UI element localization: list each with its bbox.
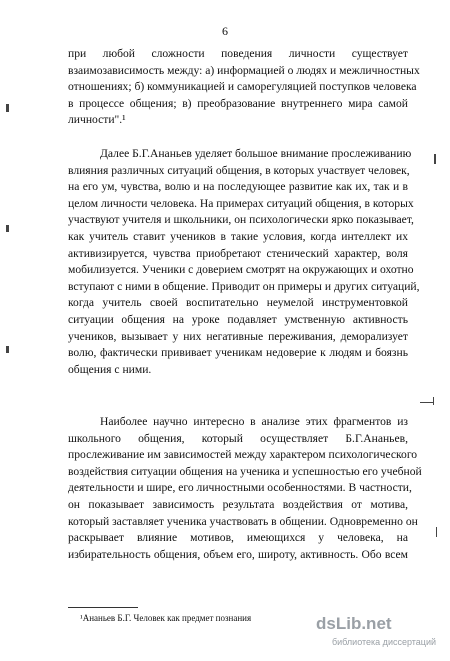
- text-line: участвуют учителя и школьники, он психологически ярко показывает,: [68, 213, 414, 227]
- text-line: общения с ними.: [68, 362, 152, 376]
- text-line: целом личности человека. На примерах ситуаций общения, в которых: [68, 196, 414, 210]
- paragraph-3: [68, 414, 422, 563]
- text-line: взаимозависимость между: а) информацией о людях и межличностных: [68, 63, 420, 77]
- text-line: волю, фактически прививает ученикам недоверие к людям и боязнь: [68, 346, 408, 360]
- page-number: 6: [222, 24, 228, 38]
- text-line: как учитель ставит учеников в такие условия, когда интеллект их: [68, 229, 408, 243]
- text-line: при любой сложности поведения личности существует: [68, 47, 408, 60]
- text-line: учеников, вызывает у них негативные переживания, деморализует: [68, 329, 408, 343]
- text-line: Наиболее научно интересно в анализе этих фрагментов из: [100, 415, 408, 428]
- text-line: отношениях; б) коммуникацией и саморегуляцией поступков человека: [68, 80, 417, 94]
- text-line: школьного общения, который осуществляет Б.Г.Ананьев,: [68, 431, 408, 445]
- text-line: в процессе общения; в) преобразование внутреннего мира самой: [68, 96, 408, 110]
- text-line: деятельности и шире, его личностными особенностями. В частности,: [68, 481, 412, 495]
- scan-mark: [434, 154, 436, 164]
- text-line: на его ум, чувства, волю и на последующее развитие как их, так и в: [68, 180, 408, 194]
- watermark-subtitle: библиотека диссертаций: [332, 637, 437, 647]
- text-line: активизируется, чувства приобретают стенический характер, воля: [68, 246, 408, 260]
- text-line: вступают с ними в общение. Приводит он примеры и других ситуаций,: [68, 279, 420, 293]
- footnote: ¹Ананьев Б.Г. Человек как предмет познания: [80, 613, 252, 623]
- scan-mark: [433, 397, 434, 405]
- text-line: воздействия ситуации общения на ученика и успешностью его учебной: [68, 464, 422, 478]
- scan-mark: [6, 346, 9, 353]
- scan-mark: [6, 104, 9, 112]
- text-line: он показывает зависимость результата воздействия от мотива,: [68, 497, 408, 511]
- watermark: [316, 614, 446, 654]
- scan-mark: [420, 402, 434, 403]
- text-line: влияния различных ситуаций общения, в которых участвует человек,: [68, 163, 410, 177]
- paragraph-1: [68, 46, 420, 129]
- footnote-divider: [68, 607, 138, 608]
- text-line: ситуации общения на уроке подавляет умственную активность: [68, 312, 408, 326]
- text-line: Далее Б.Г.Ананьев уделяет большое внимание прослеживанию: [100, 147, 412, 160]
- text-line: раскрывает влияние мотивов, имеющихся у человека, на: [68, 531, 408, 545]
- text-line: избирательность общения, объем его, широту, активность. Обо всем: [68, 547, 408, 561]
- text-line: когда учитель своей воспитательно неумелой инструментовкой: [68, 296, 408, 310]
- text-line: мобилизуется. Ученики с доверием смотрят на окружающих и охотно: [68, 263, 414, 277]
- text-line: прослеживание им зависимостей между характером психологического: [68, 448, 418, 462]
- watermark-logo: dsLib.net: [316, 614, 392, 633]
- scan-mark: [6, 225, 9, 232]
- text-line: который заставляет ученика участвовать в общении. Одновременно он: [68, 514, 418, 528]
- paragraph-2: [68, 146, 420, 378]
- text-line: личности".¹: [68, 113, 126, 127]
- scan-mark: [436, 527, 437, 537]
